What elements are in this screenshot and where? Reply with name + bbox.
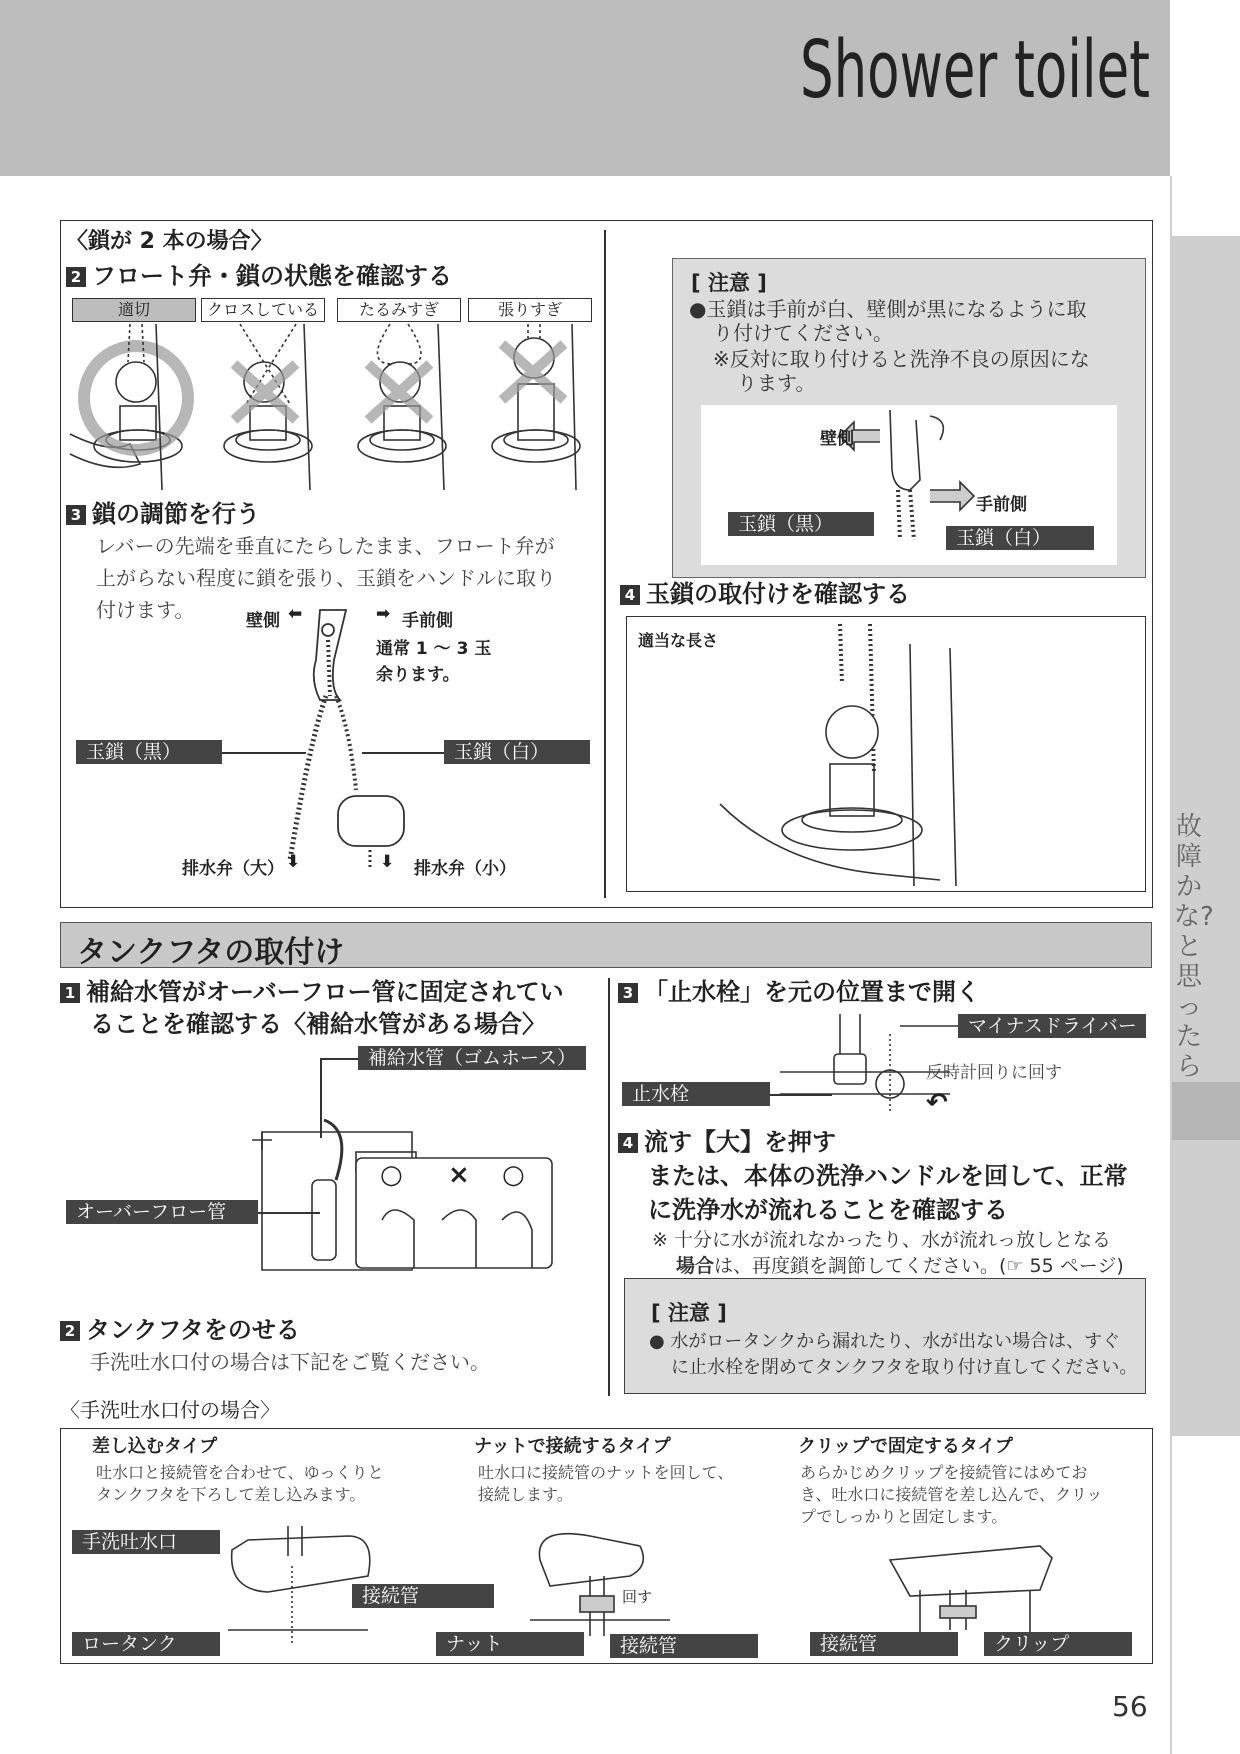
tank-step2-heading xyxy=(60,1314,300,1346)
ok-mark-icon: ○ xyxy=(380,1160,403,1190)
side-tab-label xyxy=(1174,812,1214,1082)
leader-line xyxy=(258,1212,320,1214)
tank-step4-title-line1: 流す【大】を押す xyxy=(644,1128,836,1156)
type3-title: クリップで固定するタイプ xyxy=(798,1436,1013,1457)
caution-box-tank xyxy=(624,1278,1146,1394)
caution-tank-line1: ● 水がロータンクから漏れたり、水が出ない場合は、すぐ xyxy=(649,1331,1121,1352)
ok-mark-icon: ○ xyxy=(502,1160,525,1190)
note-wall-side: 壁側 xyxy=(820,429,854,449)
leader-line xyxy=(222,752,306,754)
tank-step2-text: 手洗吐水口付の場合は下記をご覧ください。 xyxy=(90,1350,490,1374)
valve-illustration-slack xyxy=(358,324,446,490)
tank-step4-title-line2: または、本体の洗浄ハンドルを回して、正常 xyxy=(648,1162,1128,1190)
step3-text-line2: 上がらない程度に鎖を張り、玉鎖をハンドルに取り xyxy=(96,566,556,590)
leader-line xyxy=(320,1058,358,1060)
stop-valve-illustration xyxy=(780,1014,950,1114)
tag-spout: 手洗吐水口 xyxy=(72,1530,220,1554)
type2-text-line1: 吐水口に接続管のナットを回して、 xyxy=(478,1463,734,1482)
tank-step2-title: タンクフタをのせる xyxy=(86,1316,300,1344)
type3-text-line3: プでしっかりと固定します。 xyxy=(800,1507,1008,1526)
overflow-pipe-illustration xyxy=(232,1120,552,1270)
step2-title: フロート弁・鎖の状態を確認する xyxy=(92,262,452,290)
type2-title: ナットで接続するタイプ xyxy=(474,1436,671,1457)
clip-type-illustration xyxy=(880,1530,1060,1640)
type1-text-line1: 吐水口と接続管を合わせて、ゆっくりと xyxy=(96,1463,384,1482)
step-number: 2 xyxy=(60,1321,80,1341)
step-number: 1 xyxy=(60,983,80,1003)
tag-type2-pipe: 接続管 xyxy=(610,1634,758,1658)
step-number: 3 xyxy=(618,983,638,1003)
step2-heading xyxy=(66,260,452,292)
tag-chain-black: 玉鎖（黒） xyxy=(76,740,222,764)
note-front-side: 手前側 xyxy=(976,495,1027,515)
caution-line4: ります。 xyxy=(737,371,816,395)
tank-step4-heading xyxy=(618,1126,836,1158)
tag-supply-hose: 補給水管（ゴムホース） xyxy=(358,1046,586,1070)
type1-title: 差し込むタイプ xyxy=(92,1436,218,1457)
leader-line xyxy=(362,752,444,754)
tag-overflow-pipe: オーバーフロー管 xyxy=(66,1200,258,1224)
type1-text-line2: タンクフタを下ろして差し込みます。 xyxy=(96,1485,366,1504)
tag-note-chain-white: 玉鎖（白） xyxy=(946,526,1094,550)
diagram-normal-line1: 通常 1 ～ 3 玉 xyxy=(376,639,492,659)
type2-text-line2: 接続します。 xyxy=(478,1485,573,1504)
tank-step1-heading xyxy=(60,976,564,1008)
tag-clip: クリップ xyxy=(984,1632,1132,1656)
diagram-wall-side: 壁側 xyxy=(246,611,280,631)
arrow-down-icon: ⬇ xyxy=(380,852,395,872)
side-tab-text: 故障かな?と思ったら xyxy=(1174,812,1214,1082)
arrow-right-icon: ➡ xyxy=(376,604,391,624)
caution-line1: ●玉鎖は手前が白、壁側が黒になるように取 xyxy=(689,297,1087,321)
type3-text-line1: あらかじめクリップを接続管にはめてお xyxy=(800,1463,1088,1482)
tag-chain-white: 玉鎖（白） xyxy=(444,740,590,764)
state-label-crossed: クロスしている xyxy=(201,298,325,322)
tank-step4-note-line1: ※ 十分に水が流れなかったり、水が流れっ放しとなる xyxy=(652,1229,1111,1251)
step3-text-line3: 付けます。 xyxy=(96,598,195,622)
float-valve-state-illustrations xyxy=(70,324,576,490)
step4-chain-heading xyxy=(620,578,910,610)
caution-heading: [ 注意 ] xyxy=(691,271,767,295)
counterclockwise-icon: ↶ xyxy=(926,1088,948,1118)
caution-heading: [ 注意 ] xyxy=(651,1301,727,1325)
column-divider xyxy=(604,230,606,898)
step3-heading xyxy=(66,498,260,530)
side-tab-marker xyxy=(1172,1082,1240,1140)
step3-title: 鎖の調節を行う xyxy=(92,500,260,528)
valve-illustration-correct xyxy=(70,324,188,490)
tank-step3-heading xyxy=(618,976,980,1008)
state-label-too-tight: 張りすぎ xyxy=(468,298,592,322)
drain-valve-large: 排水弁（大） xyxy=(182,859,284,879)
caution-tank-line2: に止水栓を閉めてタンクフタを取り付け直してください。 xyxy=(671,1357,1138,1378)
arrow-left-icon: ⬅ xyxy=(288,604,303,624)
leader-line xyxy=(770,1094,832,1096)
tank-step4-note-line2 xyxy=(676,1252,1124,1280)
tank-step4-title-line3: に洗浄水が流れることを確認する xyxy=(648,1196,1008,1224)
step-number: 3 xyxy=(66,505,86,525)
proper-length-caption: 適当な長さ xyxy=(638,631,719,650)
brand-logo-text: Shower toilet xyxy=(800,24,1150,117)
tank-step3-title: 「止水栓」を元の位置まで開く xyxy=(644,978,980,1006)
tank-lid-section-bar xyxy=(60,922,1152,968)
tag-stop-valve: 止水栓 xyxy=(622,1082,770,1106)
state-label-too-slack: たるみすぎ xyxy=(337,298,461,322)
step-number: 2 xyxy=(66,267,86,287)
step4-chain-title: 玉鎖の取付けを確認する xyxy=(646,580,910,608)
tank-step1-title-line1: 補給水管がオーバーフロー管に固定されてい xyxy=(86,978,564,1006)
drain-valve-small: 排水弁（小） xyxy=(414,859,516,879)
tank-step1-title-line2: ることを確認する〈補給水管がある場合〉 xyxy=(90,1010,546,1038)
caution-line2: り付けてください。 xyxy=(713,321,893,345)
header-band xyxy=(0,0,1170,176)
step-number: 4 xyxy=(618,1133,638,1153)
tag-flathead-screwdriver: マイナスドライバー xyxy=(958,1014,1146,1038)
caution-line3: ※反対に取り付けると洗浄不良の原因にな xyxy=(713,347,1090,371)
proper-length-illustration xyxy=(780,624,980,886)
column-divider xyxy=(608,978,610,1396)
tag-type1-pipe: 接続管 xyxy=(352,1584,494,1608)
type3-text-line2: き、吐水口に接続管を差し込んで、クリッ xyxy=(800,1485,1103,1504)
page-number: 56 xyxy=(1112,1690,1148,1723)
diagram-normal-line2: 余ります。 xyxy=(376,665,460,685)
diagram-front-side: 手前側 xyxy=(402,611,453,631)
step3-text-line1: レバーの先端を垂直にたらしたまま、フロート弁が xyxy=(96,534,555,558)
brand-logo xyxy=(800,18,1170,128)
state-label-correct: 適切 xyxy=(72,298,196,322)
note-bold-word: 場合 xyxy=(676,1255,715,1277)
tag-note-chain-black: 玉鎖（黒） xyxy=(728,512,874,536)
counterclockwise-label: 反時計回りに回す xyxy=(926,1063,1062,1083)
two-chain-subtitle: 〈鎖が 2 本の場合〉 xyxy=(66,229,273,254)
ng-mark-icon: × xyxy=(448,1160,470,1190)
arrow-down-icon: ⬇ xyxy=(286,852,301,872)
tag-nut: ナット xyxy=(436,1632,584,1656)
step-number: 4 xyxy=(620,585,640,605)
turn-label: 回す xyxy=(622,1588,653,1606)
tag-low-tank: ロータンク xyxy=(72,1632,220,1656)
valve-illustration-tight xyxy=(492,324,580,490)
handwash-subtitle: 〈手洗吐水口付の場合〉 xyxy=(60,1398,280,1422)
note-rest: は、再度鎖を調節してください。(☞ 55 ページ) xyxy=(714,1255,1124,1277)
valve-illustration-crossed xyxy=(224,324,312,490)
tank-lid-section-title: タンクフタの取付け xyxy=(77,935,345,970)
tag-type3-pipe: 接続管 xyxy=(810,1632,958,1656)
